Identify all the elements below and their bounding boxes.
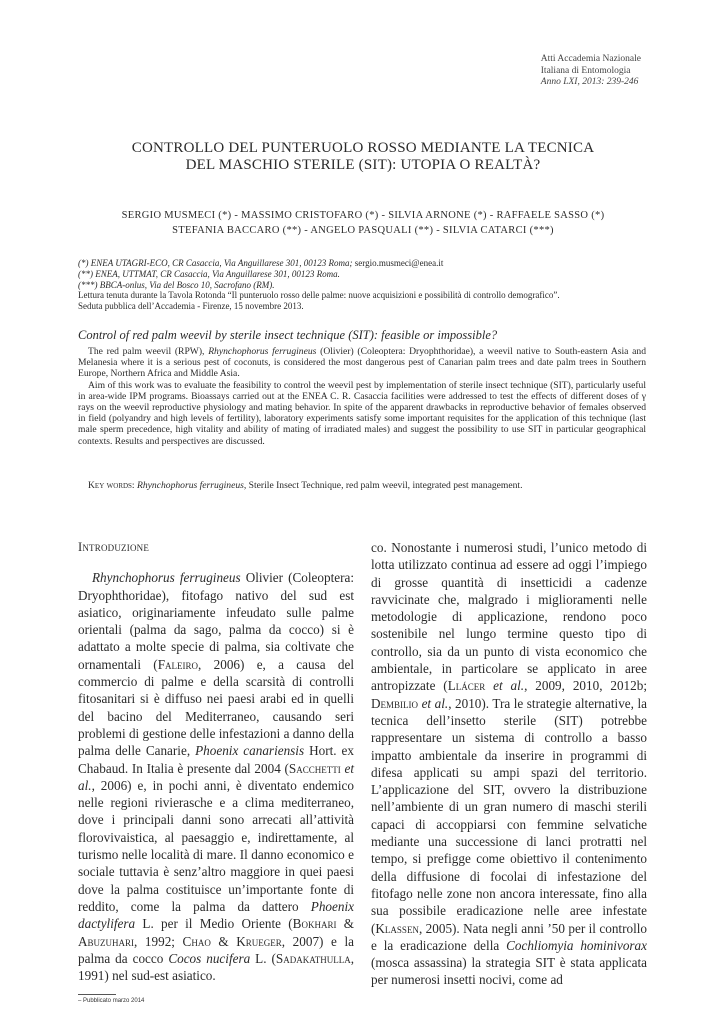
- body-text: , 2005). Nata negli anni ’50 per il controllo e la eradicazione della: [371, 920, 647, 953]
- citation-author: Chao & Krueger: [182, 933, 282, 949]
- body-column-right: [371, 539, 647, 989]
- body-text: L. per il Medio Oriente (: [135, 916, 293, 932]
- species-name: Phoenix dactylifera: [78, 898, 354, 932]
- keywords: [78, 480, 648, 492]
- author-line2: STEFANIA BACCARO (**) - ANGELO PASQUALI (**) - SILVIA CATARCI (***): [172, 225, 554, 236]
- citation-author: Sacchetti: [288, 760, 341, 776]
- publication-note: – Pubblicato marzo 2014: [78, 998, 145, 1004]
- body-paragraph: [371, 539, 647, 989]
- species-name: Rhynchophorus ferrugineus: [92, 570, 241, 586]
- species-name: Phoenix canariensis: [195, 743, 305, 759]
- citation-etal: et al.: [418, 695, 449, 711]
- body-text: , 2009, 2010, 2012b;: [524, 678, 647, 694]
- citation-etal: et al.: [485, 678, 525, 694]
- species-name: Rhynchophorus ferrugineus: [208, 346, 317, 357]
- abstract-paragraph-2: Aim of this work was to evaluate the feasibility to control the weevil pest by implementation of sterile insect technique (SIT), particularly useful in area-wide IPM programs. Bioassays carried out at the ENEA C. R. Casaccia facilities were addressed to test the effects of different doses of γ rays on the weevil reproductive physiology and mating behavior. In spite of the apparent drawbacks in reproductive behavior of females observed in field (polyandry and high levels of fertility), laboratory experiments satisfy some important requisites for the application of this technique (last male sperm precedence, high vitality and ability of mating of irradiated males) and suggest the possibility to use SIT in particular geographical contexts. Results and perspectives are discussed.: [78, 379, 646, 447]
- body-paragraph: [78, 569, 354, 984]
- affiliations: [78, 258, 653, 312]
- lecture-note: Lettura tenuta durante la Tavola Rotonda “Il punteruolo rosso delle palme: nuove acquisizioni e possibilità di controllo demografico”.: [78, 290, 560, 301]
- body-text: , 2006) e, a causa del commercio di palme e della scarsità di controlli fitosanitari si è diffuso nei paesi arabi ed in quelli del bacino del Mediterraneo, causando seri problemi di gestione delle infestazioni a danno della palma delle Canarie,: [78, 656, 355, 759]
- citation-author: Bokhari & Abuzuhari: [78, 916, 354, 949]
- author-line1: SERGIO MUSMECI (*) - MASSIMO CRISTOFARO (*) - SILVIA ARNONE (*) - RAFFAELE SASSO (*): [121, 210, 605, 221]
- abstract-title: Control of red palm weevil by sterile insect technique (SIT): feasible or impossible?: [78, 328, 498, 342]
- affiliation-3: (***) BBCA-onlus, Via del Bosco 10, Sacrofano (RM).: [78, 279, 275, 290]
- paper-title: [78, 140, 648, 174]
- journal-info: [541, 54, 641, 89]
- paper-title-line1: CONTROLLO DEL PUNTERUOLO ROSSO MEDIANTE LA TECNICA: [131, 140, 595, 156]
- keyword-list: , Sterile Insect Technique, red palm weevil, integrated pest management.: [243, 480, 523, 491]
- species-name: Cochliomyia hominivorax: [506, 937, 647, 953]
- author-list: [78, 208, 648, 238]
- abstract-text: The red palm weevil (RPW),: [88, 346, 209, 357]
- body-text: co. Nonostante i numerosi studi, l’unico metodo di lotta utilizzato continua ad essere ad oggi l’impiego di grosse quantità di insetticidi a cadenze ravvicinate che, malgrado i miglioramenti nelle metodologie di applicazione, rendono poco sostenibile nel lungo termine questo tipo di controllo, sia da un punto di vista economico che ambientale, in particolare se applicato in aree antropizzate (: [371, 540, 647, 694]
- paper-title-line2: DEL MASCHIO STERILE (SIT): UTOPIA O REALTÀ?: [185, 157, 541, 173]
- citation-author: Llácer: [447, 678, 486, 694]
- body-text: Olivier (Coleoptera: Dryophthoridae), fitofago nativo del sud est asiatico, originariamente infeudato sulle palme orientali (palma da sago, palma da cocco) si è adattato a molte specie di palma, sia coltivate che ornamentali (: [78, 570, 354, 672]
- body-text: , 1991) nel sud-est asiatico.: [78, 950, 354, 984]
- keyword-species: Rhynchophorus ferrugineus: [137, 480, 244, 491]
- citation-author: Sadakathulla: [275, 950, 351, 966]
- body-text: L. (: [250, 950, 276, 966]
- section-heading: Introduzione: [78, 540, 150, 554]
- affiliation-2: (**) ENEA, UTTMAT, CR Casaccia, Via Anguillarese 301, 00123 Roma.: [78, 268, 340, 279]
- session-note: Seduta pubblica dell’Accademia - Firenze, 15 novembre 2013.: [78, 301, 304, 312]
- body-column-left: [78, 539, 354, 984]
- journal-volume: Anno LXI, 2013: 239-246: [540, 77, 639, 87]
- journal-name-line2: Italiana di Entomologia: [540, 65, 631, 76]
- species-name: Cocos nucifera: [168, 950, 251, 966]
- citation-author: Klassen: [375, 920, 419, 936]
- citation-etal: et al.: [78, 760, 354, 793]
- citation-author: Faleiro: [157, 656, 199, 672]
- affiliation-1-address: (*) ENEA UTAGRI-ECO, CR Casaccia, Via Anguillarese 301, 00123 Roma;: [78, 258, 353, 268]
- citation-author: Dembilio: [371, 695, 419, 711]
- corresponding-email: sergio.musmeci@enea.it: [352, 258, 444, 268]
- body-text: , 2010). Tra le strategie alternative, la tecnica dell’insetto sterile (SIT) potrebbe rappresentare un sistema di controllo a basso impatto ambientale da inserire in programmi di difesa applicati su ampi spazi del territorio. L’applicazione del SIT, ovvero la distribuzione nell’ambiente di un gran numero di maschi sterili capaci di accoppiarsi con femmine selvatiche mediante una successione di lanci protratti nel tempo, si prefigge come obiettivo il contenimento della diffusione di focolai di infestazione del fitofago nelle zone non ancora interessate, fino alla sua possibile eradicazione nelle aree infestate (: [371, 695, 648, 936]
- body-text: , 1992;: [134, 933, 183, 949]
- keywords-label: Key words:: [88, 480, 135, 491]
- journal-name-line1: Atti Accademia Nazionale: [540, 54, 641, 64]
- body-text: , 2006) e, in pochi anni, è diventato endemico nelle regioni rivierasche e a clima mediterraneo, dove i principali danni sono arrecati all’attività florovivaistica, al paesaggio e, indirettamente, al turismo nelle località di mare. Il danno economico e sociale tuttavia è senz’altro maggiore in quei paesi dove la palma costituisce un’importante fonte di reddito, come la palma da dattero: [78, 777, 354, 914]
- body-text: Hort. ex Chabaud. In Italia è presente dal 2004 (: [78, 743, 354, 776]
- body-text: (mosca assassina) la strategia SIT è stata applicata per numerosi insetti nocivi, come ad: [371, 955, 647, 988]
- abstract-text: (Olivier) (Coleoptera: Dryophthoridae), a weevil native to South-eastern Asia and Melanesia where it is a serious pest of coconuts, is considered the most dangerous pest of Canarian palm trees and date palm trees in Southern Europe, Northern Africa and Middle Asia.: [78, 346, 646, 380]
- abstract: [78, 346, 646, 447]
- affiliation-1: [78, 258, 653, 269]
- body-text: , 2007) e la palma da cocco: [78, 933, 354, 966]
- abstract-paragraph-1: [78, 346, 646, 380]
- footer-divider: [78, 994, 116, 995]
